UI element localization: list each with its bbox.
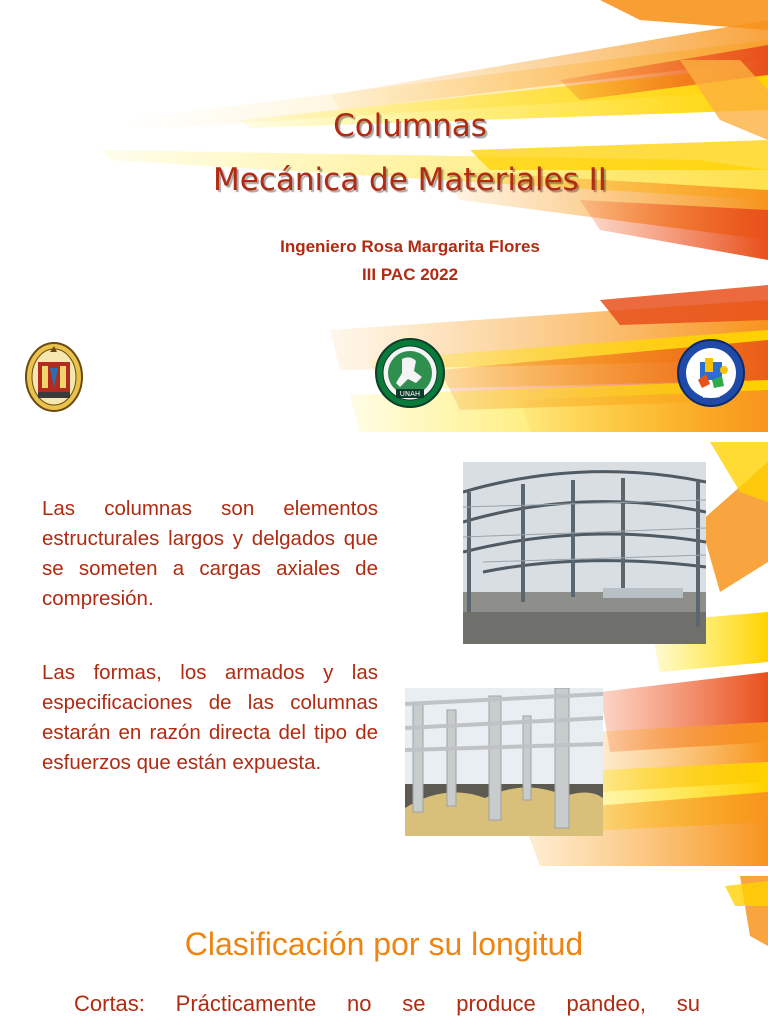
title-line-1: Columnas	[333, 108, 487, 144]
forms-paragraph: Las formas, los armados y las especificaciones de las columnas estarán en razón directa del tipo de esfuerzos que están expuesta.	[42, 661, 378, 774]
concrete-columns-construction-photo	[405, 688, 603, 836]
center-seal-text: UNAH	[399, 390, 421, 398]
university-seal-icon	[22, 340, 86, 414]
definition-slide	[0, 442, 768, 866]
classification-slide	[0, 876, 768, 1024]
period-label: III PAC 2022	[361, 265, 459, 284]
engineering-dept-seal-icon	[374, 337, 446, 409]
engineering-faculty-seal-icon	[676, 338, 746, 408]
steel-frame-structure-photo	[463, 462, 706, 644]
short-columns-text: Cortas: Prácticamente no se produce pandeo, su	[74, 991, 700, 1016]
title-slide	[0, 0, 768, 432]
right-seal-text: UNAH	[702, 393, 720, 400]
section-heading: Clasificación por su longitud	[184, 926, 584, 962]
title-line-2: Mecánica de Materiales II	[213, 162, 607, 198]
author-name: Ingeniero Rosa Margarita Flores	[280, 237, 540, 256]
definition-paragraph: Las columnas son elementos estructurales largos y delgados que se someten a cargas axiales de compresión.	[42, 497, 378, 610]
